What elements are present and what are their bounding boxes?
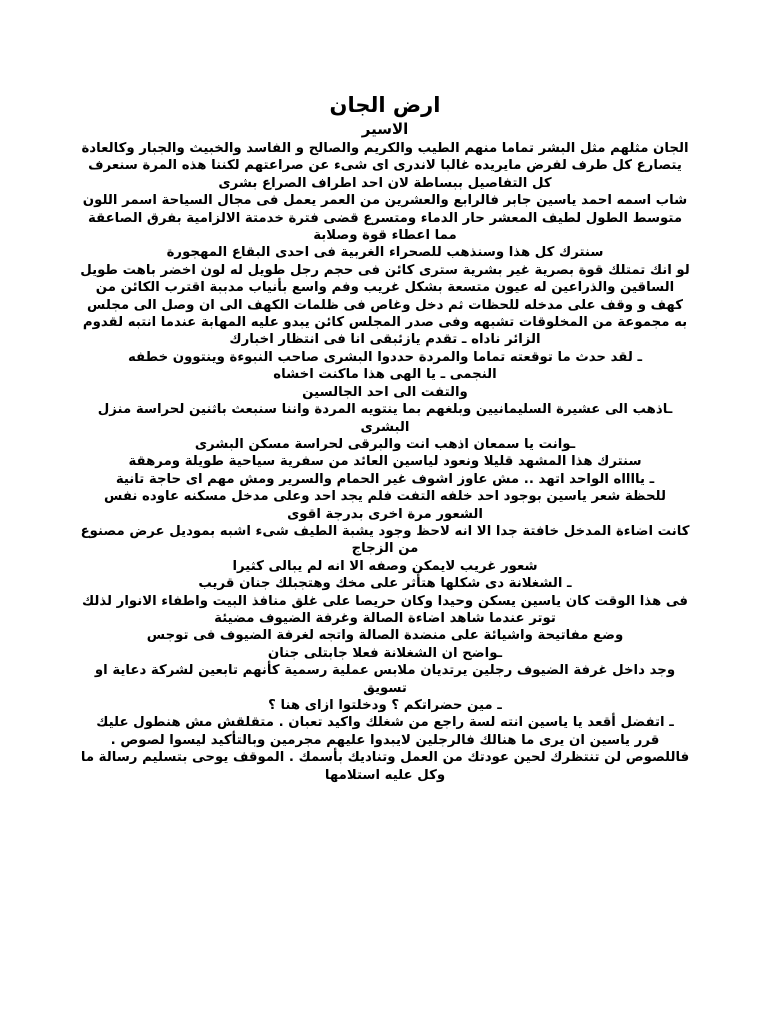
paragraph: شعور غريب لايمكن وصفه الا انه لم يبالى كثيرا (232, 558, 538, 574)
paragraph: ـ لقد حدث ما توقعته تماما والمردة حددوا البشرى صاحب النبوءة وينتوون خطفه (127, 349, 643, 365)
paragraph: فى هذا الوقت كان ياسين يسكن وحيدا وكان حريصا على غلق منافذ البيت واطفاء الانوار لذلك توتر عندما شاهد اضاءة الصالة وغرفة الضيوف مضيئة (81, 593, 688, 626)
paragraph: كانت اضاءة المدخل خافتة جدا الا انه لاحظ وجود يشبة الطيف شىء اشبه بموديل عرض مصنوع من الزجاج (80, 523, 690, 557)
paragraph: ـ اتفضل أقعد يا ياسين انته لسة راجع من شغلك واكيد تعبان . متقلقش مش هنطول عليك (96, 715, 674, 731)
paragraph: لو انك تمتلك قوة بصرية غير بشرية سترى كائن فى حجم رجل طويل له لون اخضر باهت طويل الساقين والذراعين له عيون متسعة بشكل غريب وفم واسع بأنياب مدببة اقترب الكائن من كهف و وقف على مدخله للحظات ثم دخل وغاص فى ظلمات الكهف الى ان وصل الى مجلس به مجموعة من المخلوقات تشبهه وفى صدر المجلس كائن يبدو عليه المهابة عندما انتبه لقدوم الزائر ناداه ـ تقدم يازئبقى انا فى انتظار اخبارك (80, 262, 690, 348)
paragraph: ـ يااااه الواحد اتهد .. مش عاوز اشوف غير الحمام والسرير ومش مهم اى حاجة تانية (115, 471, 655, 487)
paragraph: ـ الشغلانة دى شكلها هتأثر على مخك وهتجبلك جنان قريب (198, 576, 572, 592)
story-title: ارض الجان (329, 93, 441, 117)
paragraph: ـاذهب الى عشيرة السليمانيين وبلغهم بما ينتويه المردة واننا سنبعث باثنين لحراسة منزل البشرى (97, 402, 673, 435)
paragraph: ـواضح ان الشغلانة فعلا جابتلى جنان (267, 645, 503, 661)
chapter-title: الاسير (361, 120, 409, 138)
paragraph: والتفت الى احد الجالسين (302, 384, 468, 400)
paragraph: سنترك كل هذا وسنذهب للصحراء الغربية فى احدى البقاع المهجورة (166, 245, 604, 261)
paragraph: وضع مفاتيحة واشيائة على منضدة الصالة واتجه لغرفة الضيوف فى توجس (146, 628, 624, 644)
paragraph: للحظة شعر ياسين بوجود احد خلفه التفت فلم يجد احد وعلى مدخل مسكنه عاوده نفس الشعور مرة اخرى بدرجة اقوى (104, 489, 666, 522)
paragraph: فاللصوص لن تنتظرك لحين عودتك من العمل وتناديك بأسمك . الموقف يوحى بتسليم رسالة ما وكل عليه استلامها (80, 750, 690, 783)
paragraph: النجمى ـ يا الهى هذا ماكنت اخشاه (273, 367, 497, 383)
paragraph: سنترك هذا المشهد قليلا ونعود لياسين العائد من سفرية سياحية طويلة ومرهقة (128, 454, 642, 470)
story-text (80, 92, 690, 784)
paragraph: شاب اسمه احمد ياسين جابر فالرابع والعشرين من العمر يعمل فى مجال السياحة اسمر اللون متوسط الطول لطيف المعشر حار الدماء ومتسرع قضى فترة خدمتة الالزامية بفرق الصاعقة مما اعطاء قوة وصلابة (82, 193, 688, 244)
paragraph: الجان مثلهم مثل البشر تماما منهم الطيب والكريم والصالح و الفاسد والخبيث والجبار وكالعادة يتصارع كل طرف لفرض مايريده غالبا لاندرى اى شىء عن صراعتهم لكننا هذه المرة سنعرف كل التفاصيل ببساطة لان احد اطراف الصراع بشرى (81, 141, 689, 191)
paragraph: وجد داخل غرفة الضيوف رجلين يرتديان ملابس عملية رسمية كأنهم تابعين لشركة دعاية او تسويق (94, 663, 676, 696)
paragraph: ـوانت يا سمعان اذهب انت والبرقى لحراسة مسكن البشرى (194, 436, 576, 452)
paragraph: ـ مين حضراتكم ؟ ودخلتوا ازاى هنا ؟ (268, 698, 502, 713)
paragraph: قرر ياسين ان يرى ما هنالك فالرجلين لايبدوا عليهم مجرمين وبالتأكيد ليسوا لصوص . (110, 732, 660, 748)
